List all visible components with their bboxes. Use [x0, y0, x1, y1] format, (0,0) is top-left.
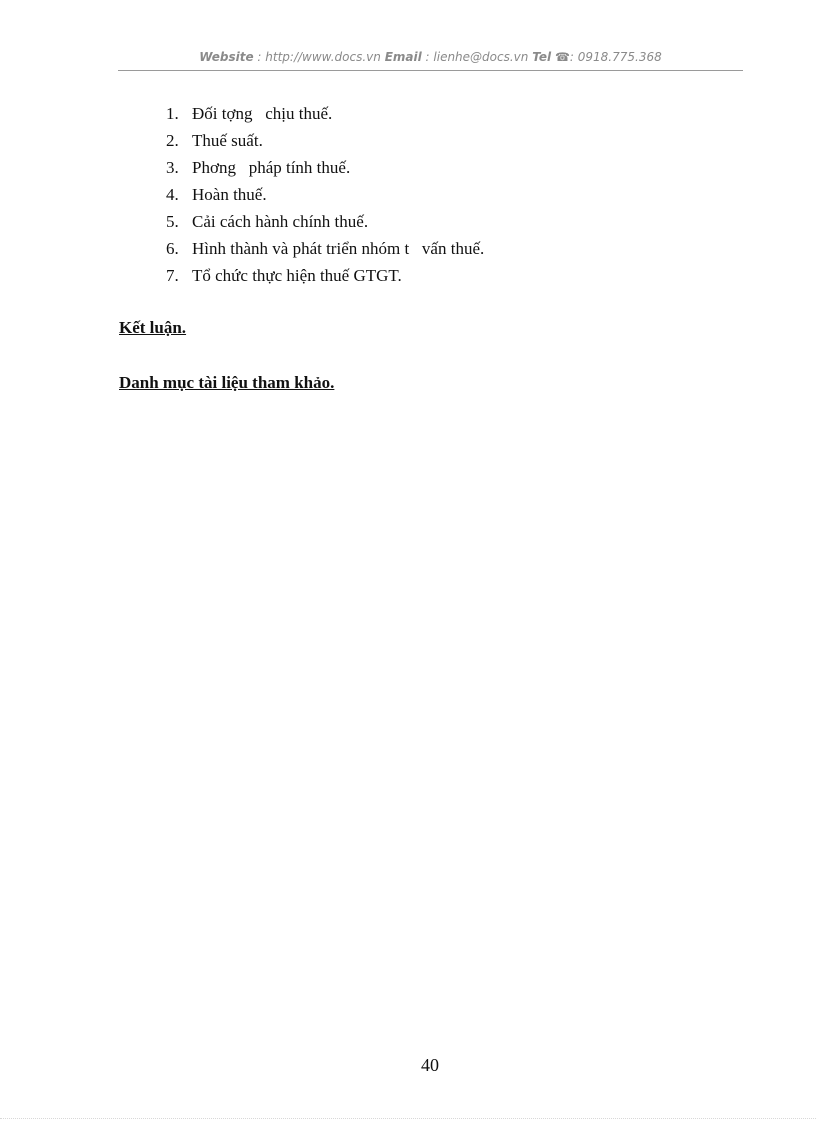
email-value[interactable]: : lienhe@docs.vn [425, 50, 529, 64]
toc-number: 5. [166, 212, 179, 231]
tel-label: Tel [532, 50, 552, 64]
page-number: 40 [421, 1055, 439, 1075]
toc-text: Cải cách hành chính thuế. [192, 212, 369, 231]
page-header [118, 50, 743, 70]
toc-text: Phơng pháp tính thuế. [192, 158, 351, 177]
references-heading: Danh mục tài liệu tham khảo. [119, 373, 335, 392]
toc-number: 1. [166, 104, 179, 123]
toc-list [166, 102, 484, 291]
toc-text: Tổ chức thực hiện thuế GTGT. [192, 266, 402, 285]
toc-number: 4. [166, 185, 179, 204]
email-label: Email [384, 50, 422, 64]
toc-item-1 [166, 102, 484, 129]
phone-icon: ☎ [554, 50, 570, 64]
toc-number: 3. [166, 158, 179, 177]
toc-item-6 [166, 237, 484, 264]
conclusion-heading: Kết luận. [119, 318, 187, 337]
toc-item-5 [166, 210, 484, 237]
header-divider [118, 70, 743, 71]
toc-number: 2. [166, 131, 179, 150]
website-label: Website [199, 50, 254, 64]
toc-number: 6. [166, 239, 179, 258]
toc-text: Thuế suất. [192, 131, 263, 150]
toc-number: 7. [166, 266, 179, 285]
tel-value: : 0918.775.368 [569, 50, 662, 64]
toc-text: Hoàn thuế. [192, 185, 267, 204]
toc-item-4 [166, 183, 484, 210]
toc-text: Hình thành và phát triển nhóm t vấn thuế. [192, 239, 485, 258]
toc-item-7 [166, 264, 484, 291]
toc-item-2 [166, 129, 484, 156]
toc-text: Đối tợng chịu thuế. [192, 104, 333, 123]
footer-divider [0, 1118, 816, 1119]
toc-item-3 [166, 156, 484, 183]
website-url[interactable]: : http://www.docs.vn [257, 50, 381, 64]
